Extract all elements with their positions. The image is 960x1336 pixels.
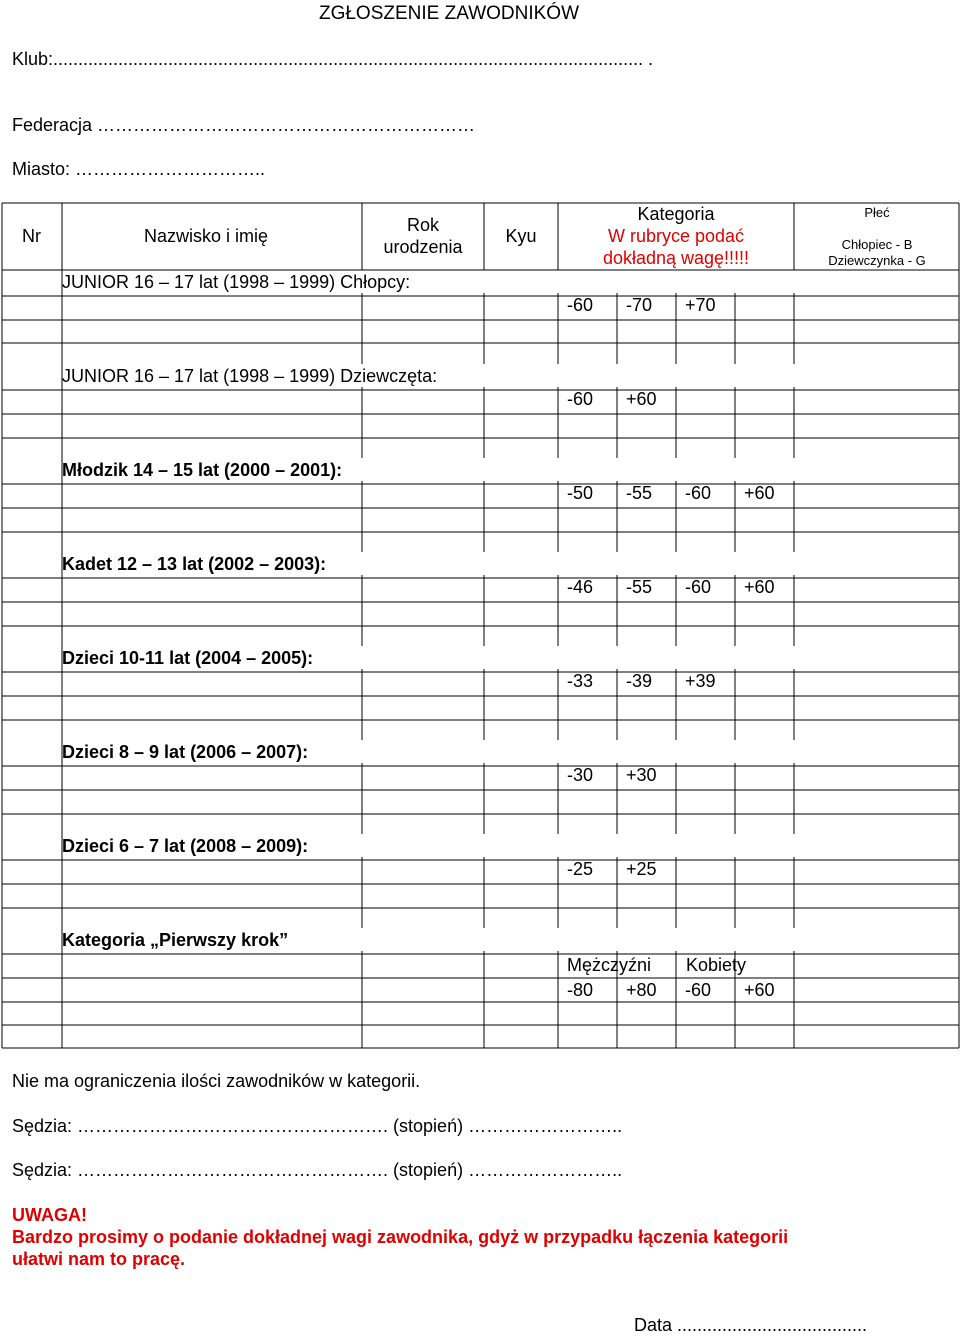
weight-value: +80 (626, 980, 657, 1000)
section-label: Kadet 12 – 13 lat (2002 – 2003): (62, 554, 327, 574)
weight-value: -60 (685, 980, 712, 1000)
weight-value: -39 (626, 671, 653, 691)
men-label: Mężczyźni (567, 955, 652, 975)
weight-value: +25 (626, 859, 657, 879)
weight-value: +60 (744, 483, 775, 503)
header-sex: Płeć (864, 205, 890, 220)
weight-value: -60 (685, 577, 712, 597)
header-sex-boy: Chłopiec - B (841, 237, 913, 252)
warning-title: UWAGA! (12, 1205, 87, 1225)
weight-value: -70 (626, 295, 653, 315)
city-field: Miasto: ………………………….. (12, 159, 266, 179)
header-category: Kategoria (637, 204, 715, 224)
weight-value: +60 (626, 389, 657, 409)
header-nr: Nr (22, 226, 41, 246)
judge-line-2: Sędzia: ……………………………………………. (stopień) …………………….. (12, 1160, 623, 1180)
section-label: Kategoria „Pierwszy krok” (62, 930, 289, 950)
weight-value: -60 (567, 389, 594, 409)
weight-value: +60 (744, 980, 775, 1000)
header-sex-girl: Dziewczynka - G (828, 253, 926, 268)
weight-value: -50 (567, 483, 594, 503)
header-kyu: Kyu (505, 226, 537, 246)
header-year-2: urodzenia (383, 237, 463, 257)
weight-value: -80 (567, 980, 594, 1000)
weight-value: -55 (626, 483, 653, 503)
header-category-note-2: dokładną wagę!!!!! (602, 248, 750, 268)
weight-value: +70 (685, 295, 716, 315)
weight-value: -33 (567, 671, 594, 691)
warning-text-2: ułatwi nam to pracę. (12, 1249, 186, 1269)
header-category-note-1: W rubryce podać (607, 226, 745, 246)
section-label: JUNIOR 16 – 17 lat (1998 – 1999) Chłopcy: (62, 272, 411, 292)
weight-value: +30 (626, 765, 657, 785)
section-label: Młodzik 14 – 15 lat (2000 – 2001): (62, 460, 343, 480)
warning-text-1: Bardzo prosimy o podanie dokładnej wagi zawodnika, gdyż w przypadku łączenia kategorii (12, 1227, 789, 1247)
club-field: Klub:...................................................................................................................... . (12, 49, 654, 69)
weight-value: -25 (567, 859, 594, 879)
section-label: Dzieci 6 – 7 lat (2008 – 2009): (62, 836, 309, 856)
judge-line-1: Sędzia: ……………………………………………. (stopień) …………………….. (12, 1116, 623, 1136)
federation-field: Federacja ……………………………………………………… (12, 115, 476, 135)
weight-value: +39 (685, 671, 716, 691)
weight-value: -60 (567, 295, 594, 315)
header-year-1: Rok (406, 215, 439, 235)
form-title: ZGŁOSZENIE ZAWODNIKÓW (318, 3, 580, 24)
section-label: JUNIOR 16 – 17 lat (1998 – 1999) Dziewczęta: (62, 366, 438, 386)
women-label: Kobiety (686, 955, 747, 975)
section-label: Dzieci 10-11 lat (2004 – 2005): (62, 648, 314, 668)
header-name: Nazwisko i imię (144, 226, 269, 246)
date-field: Data ...................................... (634, 1315, 868, 1335)
weight-value: -60 (685, 483, 712, 503)
category-note: Nie ma ograniczenia ilości zawodników w kategorii. (12, 1071, 421, 1091)
section-label: Dzieci 8 – 9 lat (2006 – 2007): (62, 742, 309, 762)
weight-value: -30 (567, 765, 594, 785)
weight-value: -55 (626, 577, 653, 597)
weight-value: -46 (567, 577, 594, 597)
weight-value: +60 (744, 577, 775, 597)
